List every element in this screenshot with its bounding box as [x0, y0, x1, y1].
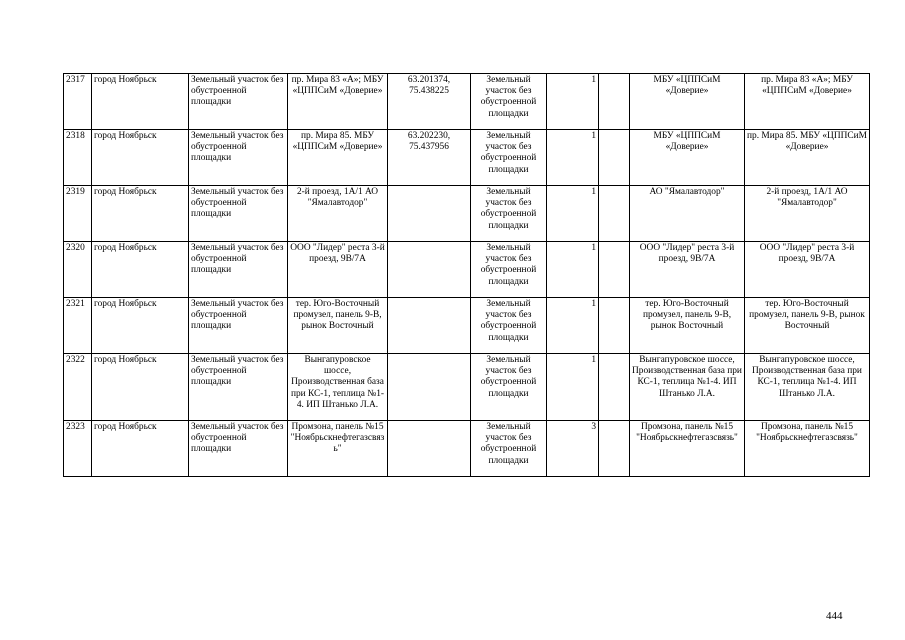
- coordinates-cell: [388, 242, 471, 298]
- table-row: [64, 130, 870, 186]
- coordinates-cell: [388, 421, 471, 477]
- site-type-cell: Земельный участок без обустроенной площадки: [471, 354, 547, 421]
- count-cell: 1: [547, 130, 599, 186]
- municipality-cell: город Ноябрьск: [92, 130, 189, 186]
- address-owner-cell: тер. Юго-Восточный промузел, панель 9-В, рынок Восточный: [288, 298, 388, 354]
- object-type-cell: Земельный участок без обустроенной площадки: [189, 298, 288, 354]
- coordinates-cell: 63.201374, 75.438225: [388, 74, 471, 130]
- site-type-cell: Земельный участок без обустроенной площадки: [471, 242, 547, 298]
- row-number: 2323: [64, 421, 92, 477]
- owner-cell: тер. Юго-Восточный промузел, панель 9-В, рынок Восточный: [630, 298, 745, 354]
- extra-cell: [599, 298, 630, 354]
- registry-table: [63, 73, 870, 477]
- source-cell: 2-й проезд, 1А/1 АО "Ямалавтодор": [745, 186, 870, 242]
- source-cell: тер. Юго-Восточный промузел, панель 9-В, рынок Восточный: [745, 298, 870, 354]
- site-type-cell: Земельный участок без обустроенной площадки: [471, 298, 547, 354]
- row-number: 2317: [64, 74, 92, 130]
- address-owner-cell: Вынгапуровское шоссе, Производственная база при КС-1, теплица №1-4. ИП Штанько Л.А.: [288, 354, 388, 421]
- page-number: 444: [826, 610, 843, 622]
- table-row: [64, 421, 870, 477]
- address-owner-cell: ООО "Лидер" реста 3-й проезд, 9В/7А: [288, 242, 388, 298]
- extra-cell: [599, 354, 630, 421]
- object-type-cell: Земельный участок без обустроенной площадки: [189, 421, 288, 477]
- municipality-cell: город Ноябрьск: [92, 242, 189, 298]
- source-cell: пр. Мира 85. МБУ «ЦППСиМ «Доверие»: [745, 130, 870, 186]
- municipality-cell: город Ноябрьск: [92, 74, 189, 130]
- extra-cell: [599, 242, 630, 298]
- site-type-cell: Земельный участок без обустроенной площадки: [471, 74, 547, 130]
- source-cell: Промзона, панель №15 "Ноябрьскнефтегазсвязь": [745, 421, 870, 477]
- address-owner-cell: пр. Мира 85. МБУ «ЦППСиМ «Доверие»: [288, 130, 388, 186]
- address-owner-cell: пр. Мира 83 «А»; МБУ «ЦППСиМ «Доверие»: [288, 74, 388, 130]
- owner-cell: ООО "Лидер" реста 3-й проезд, 9В/7А: [630, 242, 745, 298]
- object-type-cell: Земельный участок без обустроенной площадки: [189, 186, 288, 242]
- count-cell: 3: [547, 421, 599, 477]
- extra-cell: [599, 421, 630, 477]
- coordinates-cell: [388, 186, 471, 242]
- site-type-cell: Земельный участок без обустроенной площадки: [471, 421, 547, 477]
- source-cell: пр. Мира 83 «А»; МБУ «ЦППСиМ «Доверие»: [745, 74, 870, 130]
- count-cell: 1: [547, 298, 599, 354]
- table-row: [64, 186, 870, 242]
- address-owner-cell: 2-й проезд, 1А/1 АО "Ямалавтодор": [288, 186, 388, 242]
- object-type-cell: Земельный участок без обустроенной площадки: [189, 354, 288, 421]
- row-number: 2321: [64, 298, 92, 354]
- row-number: 2319: [64, 186, 92, 242]
- site-type-cell: Земельный участок без обустроенной площадки: [471, 130, 547, 186]
- owner-cell: АО "Ямалавтодор": [630, 186, 745, 242]
- owner-cell: МБУ «ЦППСиМ «Доверие»: [630, 130, 745, 186]
- owner-cell: МБУ «ЦППСиМ «Доверие»: [630, 74, 745, 130]
- table-row: [64, 242, 870, 298]
- table-row: [64, 298, 870, 354]
- owner-cell: Вынгапуровское шоссе, Производственная база при КС-1, теплица №1-4. ИП Штанько Л.А.: [630, 354, 745, 421]
- row-number: 2318: [64, 130, 92, 186]
- coordinates-cell: [388, 298, 471, 354]
- row-number: 2320: [64, 242, 92, 298]
- extra-cell: [599, 186, 630, 242]
- object-type-cell: Земельный участок без обустроенной площадки: [189, 130, 288, 186]
- coordinates-cell: 63.202230, 75.437956: [388, 130, 471, 186]
- coordinates-cell: [388, 354, 471, 421]
- municipality-cell: город Ноябрьск: [92, 421, 189, 477]
- owner-cell: Промзона, панель №15 "Ноябрьскнефтегазсвязь": [630, 421, 745, 477]
- site-type-cell: Земельный участок без обустроенной площадки: [471, 186, 547, 242]
- object-type-cell: Земельный участок без обустроенной площадки: [189, 74, 288, 130]
- count-cell: 1: [547, 242, 599, 298]
- table-row: [64, 354, 870, 421]
- table-row: [64, 74, 870, 130]
- row-number: 2322: [64, 354, 92, 421]
- extra-cell: [599, 74, 630, 130]
- municipality-cell: город Ноябрьск: [92, 186, 189, 242]
- source-cell: Вынгапуровское шоссе, Производственная база при КС-1, теплица №1-4. ИП Штанько Л.А.: [745, 354, 870, 421]
- municipality-cell: город Ноябрьск: [92, 354, 189, 421]
- source-cell: ООО "Лидер" реста 3-й проезд, 9В/7А: [745, 242, 870, 298]
- municipality-cell: город Ноябрьск: [92, 298, 189, 354]
- count-cell: 1: [547, 354, 599, 421]
- object-type-cell: Земельный участок без обустроенной площадки: [189, 242, 288, 298]
- count-cell: 1: [547, 186, 599, 242]
- extra-cell: [599, 130, 630, 186]
- count-cell: 1: [547, 74, 599, 130]
- address-owner-cell: Промзона, панель №15 "Ноябрьскнефтегазсвязь": [288, 421, 388, 477]
